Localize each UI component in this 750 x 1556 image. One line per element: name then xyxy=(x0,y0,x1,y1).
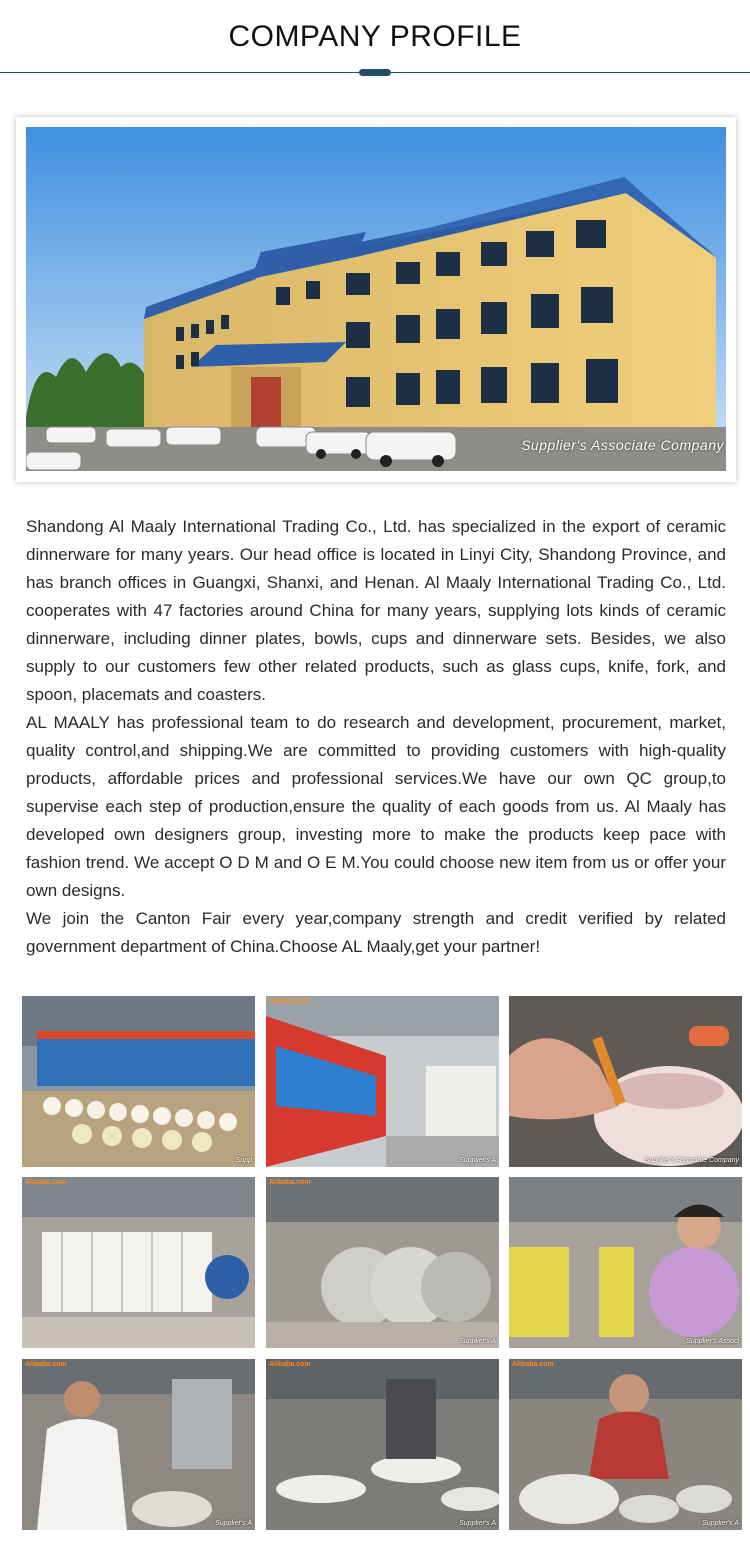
gallery-photo-hand-painting xyxy=(509,996,742,1167)
factory-photo-gallery xyxy=(22,996,742,1530)
office-building-photo-frame xyxy=(16,117,736,482)
gallery-watermark: Supplier's A xyxy=(702,1520,739,1527)
title-divider-accent xyxy=(359,69,391,76)
page-header xyxy=(0,0,750,90)
gallery-watermark: Supplier's Associate Company xyxy=(644,1157,739,1164)
gallery-watermark: Supplier's Associ xyxy=(686,1338,739,1345)
alibaba-logo: Alibaba.com xyxy=(512,1361,554,1368)
gallery-watermark: Supplier's A xyxy=(459,1157,496,1164)
company-profile-text xyxy=(26,513,726,961)
alibaba-logo: Alibaba.com xyxy=(25,1179,67,1186)
gallery-photo-kiln-bowls xyxy=(22,996,255,1167)
gallery-photo-quality-check xyxy=(509,1177,742,1348)
profile-paragraph: AL MAALY has professional team to do research and development, procurement, market, quality control,and shipping.We are committed to providing customers with high-quality products, affordable prices and professional services.We have our own QC group,to supervise each step of production,ensure the quality of each goods from us. Al Maaly has developed own designers group, investing more to make the products keep pace with fashion trend. We accept O D M and O E M.You could choose new item from us or offer your own designs. xyxy=(26,713,726,900)
gallery-watermark: Supplier's A xyxy=(459,1338,496,1345)
alibaba-logo: Alibaba.com xyxy=(269,998,311,1005)
alibaba-logo: Alibaba.com xyxy=(269,1361,311,1368)
gallery-photo-plate-molding xyxy=(266,1359,499,1530)
profile-paragraph: We join the Canton Fair every year,company strength and credit verified by related government department of China.Choose AL Maaly,get your partner! xyxy=(26,909,726,956)
gallery-photo-forming-machines xyxy=(266,1177,499,1348)
office-building-photo xyxy=(26,127,726,471)
alibaba-logo: Alibaba.com xyxy=(269,1179,311,1186)
page-title: COMPANY PROFILE xyxy=(228,20,522,53)
gallery-photo-glazing-bowls xyxy=(509,1359,742,1530)
gallery-watermark: Supplier's A xyxy=(459,1520,496,1527)
gallery-photo-plate-stacks xyxy=(22,1177,255,1348)
gallery-photo-worker-trimming xyxy=(22,1359,255,1530)
gallery-photo-production-line xyxy=(266,996,499,1167)
profile-paragraph: Shandong Al Maaly International Trading Co., Ltd. has specialized in the export of ceramic dinnerware for many years. Our head office is located in Linyi City, Shandong Province, and has branch offices in Guangxi, Shanxi, and Henan. Al Maaly International Trading Co., Ltd. cooperates with 47 factories around China for many years, supplying lots kinds of ceramic dinnerware, including dinner plates, bowls, cups and dinnerware sets. Besides, we also supply to our customers few other related products, such as glass cups, knife, fork, and spoon, placemats and coasters. xyxy=(26,517,726,704)
alibaba-logo: Alibaba.com xyxy=(25,1361,67,1368)
gallery-watermark: Supp xyxy=(235,1157,252,1164)
photo-watermark: Supplier's Associate Company xyxy=(521,437,724,453)
gallery-watermark: Supplier's A xyxy=(215,1520,252,1527)
